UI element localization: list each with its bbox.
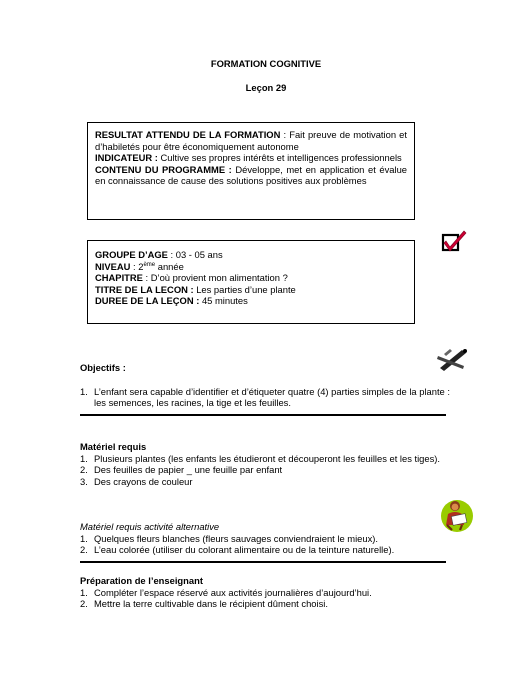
chapitre-label: CHAPITRE — [95, 272, 143, 284]
page-title: FORMATION COGNITIVE — [210, 58, 322, 69]
preparation-list — [80, 587, 450, 610]
item-number: 2. — [80, 464, 88, 476]
item-text: Compléter l’espace réservé aux activités journalières d’aujourd’hui. — [94, 586, 372, 598]
titre-value: Les parties d’une plante — [193, 283, 296, 295]
lesson-number: Leçon 29 — [245, 82, 287, 93]
item-number: 2. — [80, 544, 88, 556]
list-item — [80, 544, 450, 556]
contenu-paragraph — [95, 164, 407, 187]
training-objective-box — [87, 122, 415, 220]
materiel-section — [80, 441, 450, 487]
list-item — [80, 476, 450, 488]
item-text: L’enfant sera capable d’identifier et d’étiqueter quatre (4) parties simples de la plante : les semences, les racines, la tige et les feuilles. — [94, 385, 450, 409]
indicateur-paragraph — [95, 152, 407, 164]
resultat-paragraph — [95, 129, 407, 152]
duree-label: DUREE DE LA LEÇON : — [95, 295, 200, 307]
groupe-line — [95, 249, 407, 261]
titre-line — [95, 284, 407, 296]
resultat-text: : Fait preuve de motivation et d’habiletés pour être économiquement autonome — [95, 129, 407, 152]
item-text: Des crayons de couleur — [94, 475, 193, 487]
objectifs-list — [80, 386, 450, 409]
chapitre-line — [95, 272, 407, 284]
item-number: 1. — [80, 385, 88, 397]
niveau-line — [95, 261, 407, 273]
groupe-value: : 03 - 05 ans — [167, 249, 223, 260]
item-text: Des feuilles de papier _ une feuille par enfant — [94, 464, 283, 476]
list-item — [80, 533, 450, 545]
niveau-label: NIVEAU — [95, 260, 131, 272]
item-number: 2. — [80, 598, 88, 610]
indicateur-label: INDICATEUR : — [95, 152, 158, 164]
section-divider — [80, 414, 446, 416]
niveau-sup: ème — [143, 261, 156, 268]
list-item — [80, 453, 450, 465]
contenu-label: CONTENU DU PROGRAMME : — [95, 163, 232, 175]
alternative-list — [80, 533, 450, 556]
preparation-section — [80, 575, 450, 610]
checkbox-check-icon — [440, 228, 470, 254]
resultat-label: RESULTAT ATTENDU DE LA FORMATION — [95, 129, 281, 140]
duree-value: 45 minutes — [199, 295, 248, 307]
item-text: Plusieurs plantes (les enfants les étudieront et découperont les feuilles et les tiges). — [94, 452, 441, 464]
titre-label: TITRE DE LA LECON : — [95, 283, 194, 295]
objectifs-heading: Objectifs : — [80, 362, 126, 373]
list-item — [80, 587, 450, 599]
list-item — [80, 598, 450, 610]
materiel-heading: Matériel requis — [80, 441, 147, 452]
item-text: L’eau colorée (utiliser du colorant alimentaire ou de la teinture naturelle). — [94, 544, 395, 556]
item-number: 1. — [80, 532, 88, 544]
item-text: Quelques fleurs blanches (fleurs sauvages conviendraient le mieux). — [94, 532, 379, 544]
preparation-heading: Préparation de l’enseignant — [80, 575, 203, 586]
section-divider — [80, 561, 446, 563]
indicateur-text: Cultive ses propres intérêts et intelligences professionnels — [157, 152, 402, 164]
alternative-heading: Matériel requis activité alternative — [80, 521, 220, 532]
materiel-list — [80, 453, 450, 488]
item-number: 1. — [80, 452, 88, 464]
chapitre-value: : D’où provient mon alimentation ? — [142, 272, 288, 284]
alternative-section — [80, 521, 450, 556]
item-number: 3. — [80, 475, 88, 487]
lesson-info-box — [87, 240, 415, 324]
niveau-post: année — [155, 260, 184, 272]
item-number: 1. — [80, 586, 88, 598]
pencil-tools-icon — [436, 346, 470, 372]
objectifs-section — [80, 362, 450, 409]
contenu-text: Développe, met en application et évalue en connaissance de cause des solutions positives aux problèmes — [95, 163, 407, 187]
list-item — [80, 464, 450, 476]
niveau-pre: : 2 — [130, 260, 144, 272]
list-item — [80, 386, 450, 409]
groupe-label: GROUPE D’AGE — [95, 249, 168, 260]
duree-line — [95, 295, 407, 307]
item-text: Mettre la terre cultivable dans le récipient dûment choisi. — [94, 598, 328, 610]
